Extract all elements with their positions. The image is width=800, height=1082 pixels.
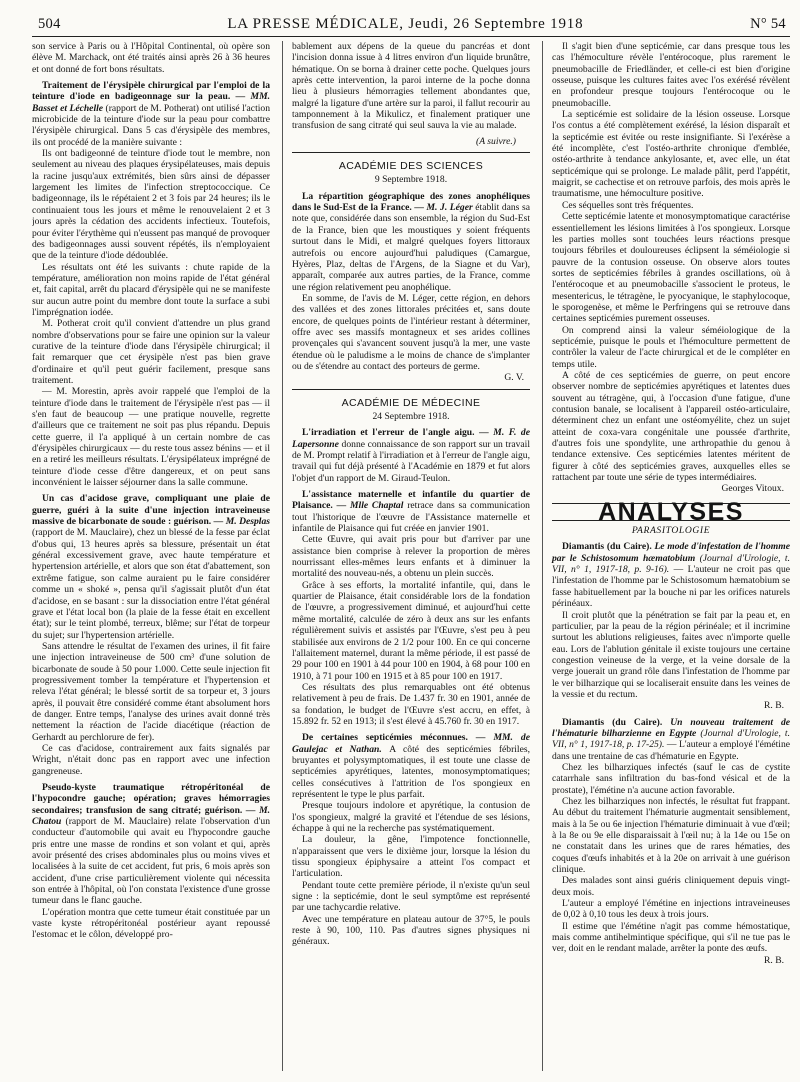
- paragraph: En somme, de l'avis de M. Léger, cette région, en dehors des vallées et des zones littorales précitées et, sans doute encore, de quelques points de l'intérieur restant à déterminer, offre avec ses massifs montagneux et ses arides collines provençales qui s'avancent souvent jusqu'à la mer, une vaste étendue où le paludisme a le moins de chance de s'implanter ou de s'étendre au contact des porteurs de germe.: [292, 292, 530, 372]
- analyses-banner: ANALYSES: [552, 503, 790, 521]
- page-header: [32, 10, 790, 37]
- column-2: [282, 41, 530, 1071]
- journal-title: LA PRESSE MÉDICALE, Jeudi, 26 Septembre 1918: [227, 16, 584, 32]
- paragraph: Ce cas d'acidose, contrairement aux faits signalés par Wright, n'était donc pas en rapport avec une infection gangreneuse.: [32, 742, 270, 777]
- paragraph: Chez les bilharziques infectés (sauf le cas de cystite catarrhale sans infiltration du bas-fond vésical et de la prostate), l'émétine n'a aucune action favorable.: [552, 761, 790, 796]
- column-3: [542, 41, 790, 1071]
- paragraph: Sans attendre le résultat de l'examen des urines, il fit faire une injection intraveineuse de 500 cm³ d'une solution de bicarbonate de soude à 50 pour 1.000. Cette seule injection fit progressivement tomber la température et l'hypertension et releva l'état général; le blessé sortit de sa torpeur et, 3 jours après, il pouvait être considéré comme étant absolument hors de danger. Entre temps, l'analyse des urines avait donné très nettement la réaction de l'acide diacétique (réaction de Gerhardt au perchlorure de fer).: [32, 640, 270, 743]
- paragraph: Des malades sont ainsi guéris cliniquement depuis vingt-deux mois.: [552, 875, 790, 898]
- paragraph: Ils ont badigeonné de teinture d'iode tout le membre, non seulement au niveau des plaques érysipélateuses, mais depuis la racine jusqu'aux extrémités, bien sûrs ainsi de dépasser largement les limites de l'infection streptococcique. Ce badigeonnage, ils le répétaient 2 et 3 fois par 24 heures; ils le continuaient tous les jours et même le renouvelaient 2 et 3 jours après la cédation des accidents infectieux. Toutefois, pour éviter l'érythème qui n'eussent pas manqué de provoquer des badigeonnages aussi souvent répétés, ils n'employaient que de la teinture d'iode dédoublée.: [32, 148, 270, 262]
- issue-number: N° 54: [750, 16, 786, 32]
- section-divider: [292, 152, 530, 153]
- article-heading: L'assistance maternelle et infantile du quartier de Plaisance. — Mlle Chaptal retrace dans sa communication tout l'historique de l'œuvre de l'Assistance maternelle et infantile de Plaisance qui fut créée en janvier 1901.: [292, 489, 530, 535]
- paragraph: Les résultats ont été les suivants : chute rapide de la température, amélioration non moins rapide de l'état général et, fait capital, arrêt du placard d'érysipèle qui ne se manifeste sur aucun autre point du membre dont toute la surface a subi l'imprégnation iodée.: [32, 261, 270, 318]
- column-1: [32, 41, 270, 1071]
- paragraph: Il estime que l'émétine n'agit pas comme hémostatique, mais comme antihelmintique spécifique, qui s'il ne tue pas le ver, doit en le rendant malade, arrêter la ponte des œufs.: [552, 920, 790, 955]
- signature: Georges Vitoux.: [721, 483, 784, 495]
- review-entry: Diamantis (du Caire). Un nouveau traitement de l'hématurie bilharzienne en Egypte (Journal d'Urologie, t. VII, n° 1, 1917-18, p. 17-25). — L'auteur a employé l'émétine dans une trentaine de cas d'hématurie en Egypte.: [552, 716, 790, 762]
- columns: [32, 41, 790, 1071]
- paragraph: bablement aux dépens de la queue du pancréas et dont l'incision donna issue à 4 litres environ d'un liquide brunâtre, hématique. On se borna à drainer cette poche. Quelques jours après cette intervention, la paroi interne de la poche donna lieu à plusieurs hémorragies tellement abondantes que, malgré la ligature d'une artère sur la paroi, il fallut recourir au tamponnement à la Mikulicz, et finalement pratiquer une transfusion de sang citraté qui seul sauva la vie au malade.: [292, 41, 530, 132]
- article-heading: Pseudo-kyste traumatique rétropéritonéal de l'hypocondre gauche; opération; graves hémorragies secondaires; transfusion de sang citraté; guérison. — M. Chatou (rapport de M. Mauclaire) relate l'observation d'un conducteur d'automobile qui avait eu l'hypocondre gauche pris entre une masse de rondins et son volant et qui, après avoir présenté des crises abdominales plus ou moins vives et localisées à la suite de cet accident, fut pris, 6 mois après son accident, d'une crise particulièrement violente qui nécessita son entrée à l'hôpital, où l'on constata l'existence d'une grosse tumeur dans le flanc gauche.: [32, 782, 270, 907]
- paragraph: Il s'agit bien d'une septicémie, car dans presque tous les cas l'hémoculture révèle l'entérocoque, plus rarement le pneumobacille de Friedländer, et celle-ci est bien d'origine osseuse, puisque les cultures faites avec l'os exérésé révèlent en profondeur presque toujours l'entérocoque ou le pneumobacille.: [552, 41, 790, 109]
- paragraph: Cette Œuvre, qui avait pris pour but d'arriver par une assistance bien comprise à relever la proportion de mères nourrissant elles-mêmes leurs enfants et à diminuer la mortalité des nouveau-nés, a obtenu un plein succès.: [292, 534, 530, 580]
- article-heading: L'irradiation et l'erreur de l'angle aigu. — M. F. de Lapersonne donne connaissance de son rapport sur un travail de M. Prompt relatif à l'irradiation et à l'erreur de l'angle aigu, travail qui fut déjà présenté à l'Académie en 1879 et fut alors l'objet d'un rapport de M. Giraud-Teulon.: [292, 427, 530, 484]
- paragraph: Ces séquelles sont très fréquentes.: [562, 199, 694, 211]
- review-entry: Diamantis (du Caire). Le mode d'infestation de l'homme par le Schistosomum hæmatobium (Journal d'Urologie, t. VII, n° 1, 1917-18, p. 9-16). — L'auteur ne croit pas que l'infestation de l'homme par le Schistosomum hæmatobium se fasse habituellement par la bouche ni par les orifices naturels périnéaux.: [552, 541, 790, 610]
- paragraph: A côté de ces septicémies de guerre, on peut encore observer nombre de septicémies apyrétiques et latentes dues souvent au tétragène, qui, à l'occasion d'une fatigue, d'une contusion banale, se localisent à l'appareil ostéo-articulaire, déterminent chez un enfant une ostéomyélite, chez un sujet atteint de coxa-vara congénitale une poussée d'arthrite, d'autres fois une spondylite, une arthropathie du genou à tendance extensive. Ces septicémies latentes méritent de figurer à côté des septicémies graves, auxquelles elles se rattachent par toute une série de types intermédiaires.: [552, 369, 790, 484]
- paragraph: L'auteur a employé l'émétine en injections intraveineuses de 0,02 à 0,10 tous les deux à trois jours.: [552, 898, 790, 921]
- signature: G. V.: [504, 372, 524, 384]
- paragraph: L'opération montra que cette tumeur était constituée par un vaste kyste rétropéritonéal postérieur ayant repoussé l'estomac et le côlon, développé pro-: [32, 906, 270, 941]
- article-heading: Un cas d'acidose grave, compliquant une plaie de guerre, guéri à la suite d'une injection intraveineuse massive de bicarbonate de soude : guérison. — M. Desplas (rapport de M. Mauclaire), chez un blessé de la fesse par éclat d'obus qui, 13 heures après sa blessure, présentait un état général excessivement grave, avec haute température et hypertension artérielle, et alors que son état d'abattement, son extrême fatigue, son calme auraient pu le faire considérer comme un « shoké », pensa qu'il s'agissait plutôt d'un état d'acidose, en se basant : sur la dissociation entre l'état général grave et l'état local bon (la plaie de la fesse était en excellent état); sur le teint plombé, terreux, blême; sur l'état de torpeur du sujet; sur l'hypertension artérielle.: [32, 493, 270, 641]
- section-divider: [292, 389, 530, 390]
- signature: R. B.: [764, 700, 784, 712]
- page-number: 504: [38, 16, 61, 32]
- paragraph: Presque toujours indolore et apyrétique, la contusion de l'os spongieux, malgré la gravité et l'étendue de ses lésions, échappe à qui ne la recherche pas systématiquement.: [292, 800, 530, 834]
- paragraph: Cette septicémie latente et monosymptomatique caractérise essentiellement les lésions limitées à l'os spongieux. Lorsque les parties molles sont touchées leurs réactions presque toujours fébriles et douloureuses éclipsent la séméiologie si pauvre de la contusion osseuse. On observe alors toutes sortes de septicémies fébriles à grandes oscillations, où à l'entérocoque et au pneumobacille s'associent le proteus, le mesentericus, le tétragène, le pyocyanique, le staphylocoque, le sporogenèse, et même le Perfringens qui se retrouve dans certaines septicémies purement osseuses.: [552, 211, 790, 325]
- article-heading: De certaines septicémies méconnues. — MM. de Gaulejac et Nathan. A côté des septicémies fébriles, bruyantes et polysymptomatiques, il est toute une classe de septicémies apyrétiques, latentes, monosymptomatiques; celles consécutives à l'attrition de l'os spongieux en représentent le type le plus parfait.: [292, 732, 530, 800]
- section-title: ACADÉMIE DE MÉDECINE: [341, 396, 481, 409]
- paragraph: Avec une température en plateau autour de 37°5, le pouls reste à 90, 100, 110. Pas d'autres signes physiques ni généraux.: [292, 913, 530, 948]
- paragraph: son service à Paris ou à l'Hôpital Continental, où opère son élève M. Marchack, ont été traités ainsi après 26 à 36 heures et ont donné de fort bons résultats.: [32, 41, 270, 75]
- article-heading: Traitement de l'érysipèle chirurgical par l'emploi de la teinture d'iode en badigeonnage sur la peau. — MM. Basset et Léchelle (rapport de M. Potherat) ont utilisé l'action microbicide de la teinture d'iode sur la peau pour combattre l'érysipèle chirurgical. Dans 5 cas d'érysipèle des membres, ils ont procédé de la manière suivante :: [32, 80, 270, 148]
- paragraph: M. Potherat croit qu'il convient d'attendre un plus grand nombre d'observations pour se faire une opinion sur la valeur curative de la teinture d'iode dans l'érysipèle chirurgical; il fait remarquer que cet érysipèle n'est pas bien grave d'ordinaire et qu'il peut guérir facilement, presque sans traitement.: [32, 318, 270, 386]
- paragraph: Il croit plutôt que la pénétration se fait par la peau et, en particulier, par la peau de la région périnéale; et il incrimine surtout les ablutions religieuses, faites avec n'importe quelle eau. Lors de l'ablution génitale il existe toujours une certaine congestion veineuse de la verge, et la veine dorsale de la verge jouerait un grand rôle dans l'infestation de l'homme par le ver bilharzique qui se localiserait ensuite dans les veines de la vessie et du rectum.: [552, 609, 790, 700]
- signature: R. B.: [764, 954, 784, 966]
- section-date: 9 Septembre 1918.: [374, 174, 448, 186]
- article-heading: La répartition géographique des zones anophéliques dans le Sud-Est de la France. — M. J. Léger établit dans sa note que, considérée dans son ensemble, la région du Sud-Est de la France, bien que les moustiques y soient fréquents surtout dans le Midi, et malgré quelques foyers littoraux autrefois ou encore aujourd'hui paludiques (Camargue, Hyères, Plaz, deltas de l'Argens, de la Siagne et du Var), apparaît, comparée aux autres parties, de la France, comme une région relativement peu anophélique.: [292, 190, 530, 293]
- paragraph: Pendant toute cette première période, il n'existe qu'un seul signe : la septicémie, dont le seul symptôme est représenté par une tachycardie relative.: [292, 879, 530, 914]
- paragraph: — M. Morestin, après avoir rappelé que l'emploi de la teinture d'iode dans le traitement de l'érysipèle n'est pas — il s'en faut de beaucoup — une pratique nouvelle, regrette d'ailleurs que ce traitement ne soit pas plus répandu. Depuis cette guerre, il l'a appliqué à un certain nombre de cas d'érysipèles chirurgicaux — du reste tous assez bénins — et il en a retiré les meilleurs résultats. L'érysipélateux imprégné de teinture d'iode cesse d'être dangereux, et on peut sans inconvénient le laisser séjourner dans la salle commune.: [32, 386, 270, 489]
- paragraph: La septicémie est solidaire de la lésion osseuse. Lorsque l'os contus a été complètement exérésé, la lésion disparaît et la septicémie est évitée ou reste insignifiante. Si l'exérèse a été incomplète, c'est l'ostéo-arthrite chronique d'emblée, ostéo-arthrite à tendance ankylosante, et, avec elle, un état septicémique qui se prolonge. Le malade pâlit, perd l'appétit, maigrit, se cachectise et on retrouve parfois, des mois après le traumatisme, une hémoculture positive.: [552, 109, 790, 200]
- paragraph: On comprend ainsi la valeur séméiologique de la septicémie, puisque le pouls et l'hémoculture permettent de contrôler la valeur de l'acte chirurgical et de le compléter en temps utile.: [552, 324, 790, 370]
- to-be-continued: (A suivre.): [476, 135, 516, 147]
- paragraph: La douleur, la gêne, l'impotence fonctionnelle, n'apparaissent que vers le dixième jour, lorsque la lésion du tissu spongieux épiphysaire a atteint l'os compact et l'articulation.: [292, 834, 530, 880]
- section-title: ACADÉMIE DES SCIENCES: [338, 160, 484, 173]
- paragraph: Grâce à ses efforts, la mortalité infantile, qui, dans le quartier de Plaisance, était considérable lors de la fondation de l'œuvre, a progressivement diminué, et aujourd'hui cette même mortalité, calculée de zéro à deux ans sur les enfants régulièrement suivis et assistés par l'Œuvre, s'est peu à peu stabilisée aux environs de 2 1/2 pour 100. En ce qui concerne l'allaitement maternel, durant la même période, il est passé de 29 pour 100 en 1901 à 44 pour 100 en 1904, à 68 pour 100 en 1910, à 71 pour 100 en 1915 et à 85 pour 100 en 1917.: [292, 579, 530, 682]
- paragraph: Chez les bilharziques non infectés, le résultat fut frappant. Au début du traitement l'hématurie augmentait sensiblement, mais à la 5e ou 6e injection l'hématurie diminuait à vue d'œil; à la 8e ou 9e elle disparaissait à l'œil nu; à la 14e ou 15e on ne constatait dans les urines que de rares hématies, des coques d'œufs inhabités et à la 20e on arrivait à une guérison clinique.: [552, 796, 790, 876]
- paragraph: Ces résultats des plus remarquables ont été obtenus relativement à peu de frais. De 1.437 fr. 30 en 1901, année de sa fondation, le budget de l'Œuvre s'est accru, en effet, à 15.892 fr. 52 en 1913; il s'est élevé à 45.760 fr. 30 en 1917.: [292, 681, 530, 727]
- section-date: 24 Septembre 1918.: [372, 410, 450, 422]
- subsection-title: PARASITOLOGIE: [631, 525, 711, 537]
